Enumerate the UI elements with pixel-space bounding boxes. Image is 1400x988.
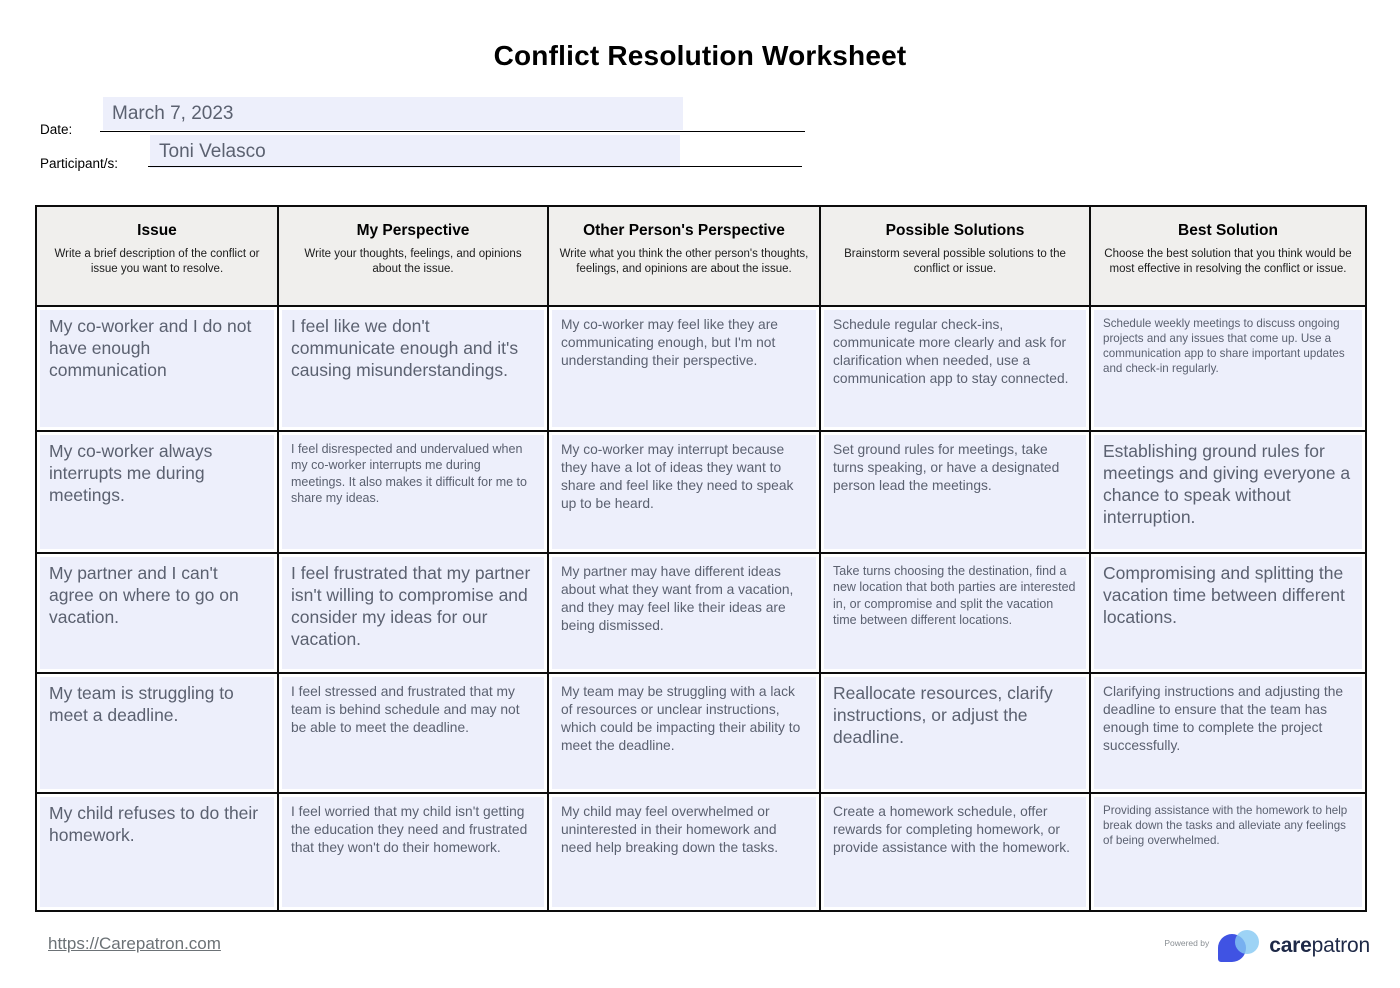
conflict-resolution-table <box>35 205 1367 912</box>
table-row <box>36 431 1366 553</box>
issue-field[interactable]: My partner and I can't agree on where to go on vacation. <box>40 557 274 669</box>
other-perspective-field[interactable]: My team may be struggling with a lack of resources or unclear instructions, which could be impacting their ability to meet the deadline. <box>552 677 816 789</box>
page-title: Conflict Resolution Worksheet <box>493 40 907 71</box>
carepatron-link[interactable]: https://Carepatron.com <box>48 934 221 953</box>
my-perspective-field[interactable]: I feel stressed and frustrated that my team is behind schedule and may not be able to meet the deadline. <box>282 677 544 789</box>
possible-solutions-field[interactable]: Set ground rules for meetings, take turns speaking, or have a designated person lead the meetings. <box>824 435 1086 549</box>
carepatron-wordmark: carepatron <box>1269 934 1370 957</box>
issue-field[interactable]: My co-worker always interrupts me during meetings. <box>40 435 274 549</box>
column-header-my-perspective: My Perspective Write your thoughts, feelings, and opinions about the issue. <box>278 206 548 306</box>
best-solution-field[interactable]: Compromising and splitting the vacation time between different locations. <box>1094 557 1362 669</box>
column-header-issue: Issue Write a brief description of the conflict or issue you want to resolve. <box>36 206 278 306</box>
participants-label: Participant/s: <box>40 156 119 171</box>
date-underline <box>100 131 805 132</box>
other-perspective-field[interactable]: My partner may have different ideas about what they want from a vacation, and they may feel like their ideas are being dismissed. <box>552 557 816 669</box>
best-solution-field[interactable]: Establishing ground rules for meetings and giving everyone a chance to speak without interruption. <box>1094 435 1362 549</box>
table-row <box>36 306 1366 431</box>
date-label: Date: <box>40 122 73 137</box>
possible-solutions-field[interactable]: Schedule regular check-ins, communicate more clearly and ask for clarification when needed, use a communication app to stay connected. <box>824 310 1086 427</box>
issue-field[interactable]: My team is struggling to meet a deadline. <box>40 677 274 789</box>
logo-light-bubble-icon <box>1235 930 1259 954</box>
possible-solutions-field[interactable]: Create a homework schedule, offer rewards for completing homework, or provide assistance with the homework. <box>824 797 1086 907</box>
column-header-possible-solutions: Possible Solutions Brainstorm several possible solutions to the conflict or issue. <box>820 206 1090 306</box>
powered-by-label: Powered by <box>1164 938 1210 948</box>
my-perspective-field[interactable]: I feel frustrated that my partner isn't willing to compromise and consider my ideas for our vacation. <box>282 557 544 669</box>
column-header-other-perspective: Other Person's Perspective Write what you think the other person's thoughts, feelings, and opinions are about the issue. <box>548 206 820 306</box>
participants-field[interactable]: Toni Velasco <box>150 135 680 168</box>
other-perspective-field[interactable]: My co-worker may feel like they are communicating enough, but I'm not understanding their perspective. <box>552 310 816 427</box>
my-perspective-field[interactable]: I feel disrespected and undervalued when my co-worker interrupts me during meetings. It also makes it difficult for me to share my ideas. <box>282 435 544 549</box>
table-row <box>36 793 1366 911</box>
other-perspective-field[interactable]: My co-worker may interrupt because they have a lot of ideas they want to share and feel like they need to speak up to be heard. <box>552 435 816 549</box>
issue-field[interactable]: My co-worker and I do not have enough communication <box>40 310 274 427</box>
table-row <box>36 673 1366 793</box>
issue-field[interactable]: My child refuses to do their homework. <box>40 797 274 907</box>
carepatron-logo-icon <box>1218 929 1260 963</box>
possible-solutions-field[interactable]: Take turns choosing the destination, find a new location that both parties are interested in, or compromise and split the vacation time between different locations. <box>824 557 1086 669</box>
date-field[interactable]: March 7, 2023 <box>103 97 683 130</box>
column-header-best-solution: Best Solution Choose the best solution that you think would be most effective in resolving the conflict or issue. <box>1090 206 1366 306</box>
my-perspective-field[interactable]: I feel like we don't communicate enough and it's causing misunderstandings. <box>282 310 544 427</box>
best-solution-field[interactable]: Providing assistance with the homework to help break down the tasks and alleviate any feelings of being overwhelmed. <box>1094 797 1362 907</box>
best-solution-field[interactable]: Schedule weekly meetings to discuss ongoing projects and any issues that come up. Use a communication app to share important updates and check-in regularly. <box>1094 310 1362 427</box>
table-header-row <box>36 206 1366 306</box>
my-perspective-field[interactable]: I feel worried that my child isn't getting the education they need and frustrated that they won't do their homework. <box>282 797 544 907</box>
best-solution-field[interactable]: Clarifying instructions and adjusting the deadline to ensure that the team has enough time to complete the project successfully. <box>1094 677 1362 789</box>
possible-solutions-field[interactable]: Reallocate resources, clarify instructions, or adjust the deadline. <box>824 677 1086 789</box>
other-perspective-field[interactable]: My child may feel overwhelmed or uninterested in their homework and need help breaking down the tasks. <box>552 797 816 907</box>
table-row <box>36 553 1366 673</box>
participants-underline <box>148 166 802 167</box>
powered-by-block <box>1164 924 1370 968</box>
